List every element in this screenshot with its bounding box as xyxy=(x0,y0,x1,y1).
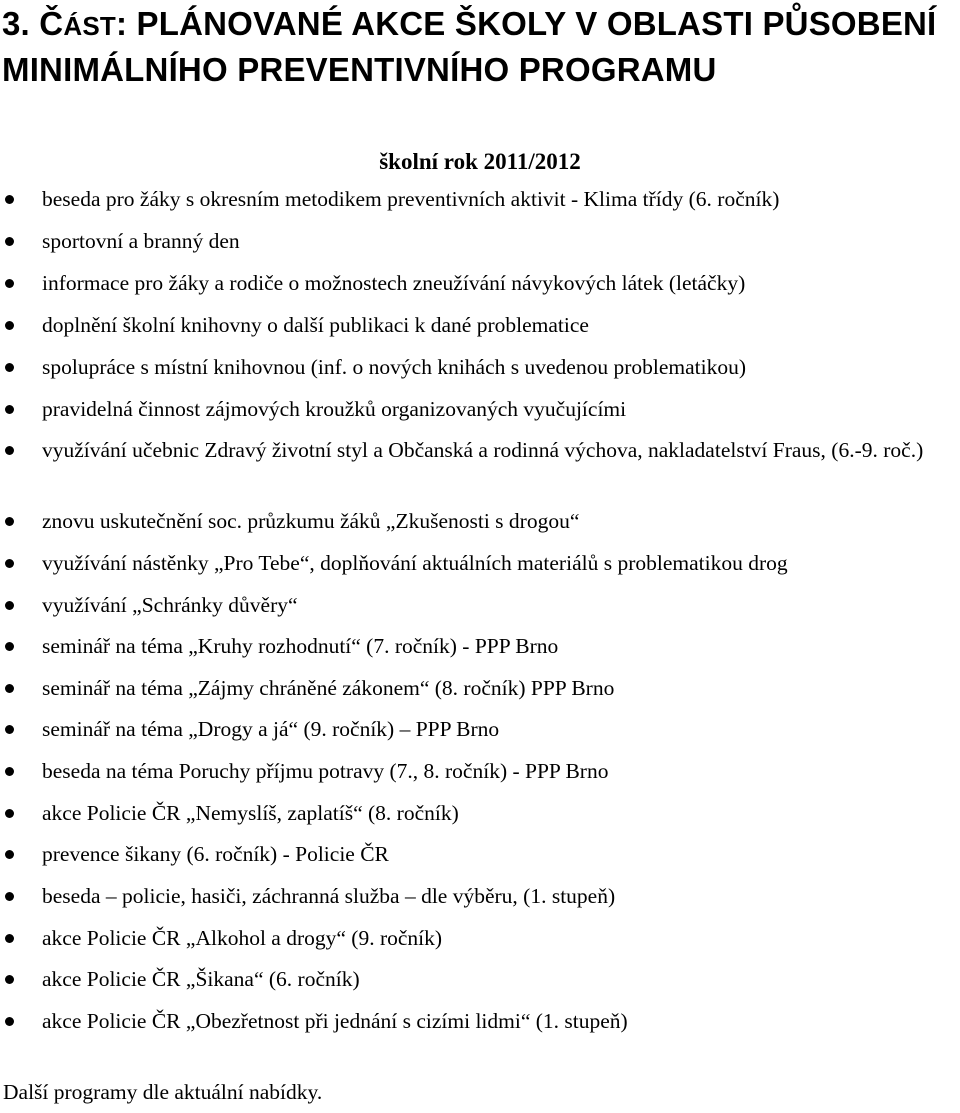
bullet-icon xyxy=(5,446,14,455)
list-item-text: spolupráce s místní knihovnou (inf. o nových knihách s uvedenou problematikou) xyxy=(42,355,746,379)
list-item-text: seminář na téma „Drogy a já“ (9. ročník) – PPP Brno xyxy=(42,717,500,741)
list-item-text: beseda na téma Poruchy příjmu potravy (7., 8. ročník) - PPP Brno xyxy=(42,759,609,783)
bullet-icon xyxy=(5,363,14,372)
list-item-text: akce Policie ČR „Alkohol a drogy“ (9. ročník) xyxy=(42,926,443,950)
list-item-text: akce Policie ČR „Šikana“ (6. ročník) xyxy=(42,967,360,991)
bullet-icon xyxy=(5,601,14,610)
bullet-icon xyxy=(5,1017,14,1026)
section-heading xyxy=(2,2,952,92)
footer-note: Další programy dle aktuální nabídky. xyxy=(3,1080,323,1104)
list-item-text: znovu uskutečnění soc. průzkumu žáků „Zkušenosti s drogou“ xyxy=(42,509,580,533)
list-item-text: prevence šikany (6. ročník) - Policie ČR xyxy=(42,842,389,866)
bullet-icon xyxy=(5,195,14,204)
heading-number: 3. xyxy=(2,5,40,42)
list-item-text: seminář na téma „Kruhy rozhodnutí“ (7. ročník) - PPP Brno xyxy=(42,634,559,658)
list-item-text: využívání nástěnky „Pro Tebe“, doplňování aktuálních materiálů s problematikou drog xyxy=(42,551,788,575)
school-year-text: školní rok 2011/2012 xyxy=(379,149,581,174)
list-item-text: beseda pro žáky s okresním metodikem preventivních aktivit - Klima třídy (6. ročník) xyxy=(42,187,780,211)
bullet-icon xyxy=(5,279,14,288)
bullet-icon xyxy=(5,850,14,859)
list-item-text: seminář na téma „Zájmy chráněné zákonem“ (8. ročník) PPP Brno xyxy=(42,676,615,700)
list-item-text: sportovní a branný den xyxy=(42,229,240,253)
heading-part-first-letter: Č xyxy=(39,5,64,42)
bullet-icon xyxy=(5,725,14,734)
list-item-text: beseda – policie, hasiči, záchranná služba – dle výběru, (1. stupeň) xyxy=(42,884,616,908)
school-year-subheading xyxy=(0,147,960,177)
heading-title: : PLÁNOVANÉ AKCE ŠKOLY V OBLASTI PŮSOBENÍ MINIMÁLNÍHO PREVENTIVNÍHO PROGRAMU xyxy=(2,5,937,88)
list-item-text: pravidelná činnost zájmových kroužků organizovaných vyučujícími xyxy=(42,397,627,421)
list-item-text: využívání učebnic Zdravý životní styl a Občanská a rodinná výchova, nakladatelství Fraus, (6.-9. roč.) xyxy=(42,438,924,462)
bullet-icon xyxy=(5,642,14,651)
list-item-text: využívání „Schránky důvěry“ xyxy=(42,593,298,617)
list-item-text: akce Policie ČR „Obezřetnost při jednání s cizími lidmi“ (1. stupeň) xyxy=(42,1009,628,1033)
bullet-icon xyxy=(5,684,14,693)
bullet-icon xyxy=(5,321,14,330)
bullet-icon xyxy=(5,237,14,246)
bullet-icon xyxy=(5,892,14,901)
bullet-icon xyxy=(5,975,14,984)
heading-part-rest: ÁST xyxy=(63,11,116,41)
bullet-icon xyxy=(5,767,14,776)
bullet-icon xyxy=(5,559,14,568)
list-item-text: akce Policie ČR „Nemyslíš, zaplatíš“ (8. ročník) xyxy=(42,801,459,825)
bullet-icon xyxy=(5,934,14,943)
list-item-text: informace pro žáky a rodiče o možnostech zneužívání návykových látek (letáčky) xyxy=(42,271,746,295)
list-item-text: doplnění školní knihovny o další publikaci k dané problematice xyxy=(42,313,589,337)
bullet-icon xyxy=(5,517,14,526)
bullet-icon xyxy=(5,405,14,414)
bullet-icon xyxy=(5,809,14,818)
